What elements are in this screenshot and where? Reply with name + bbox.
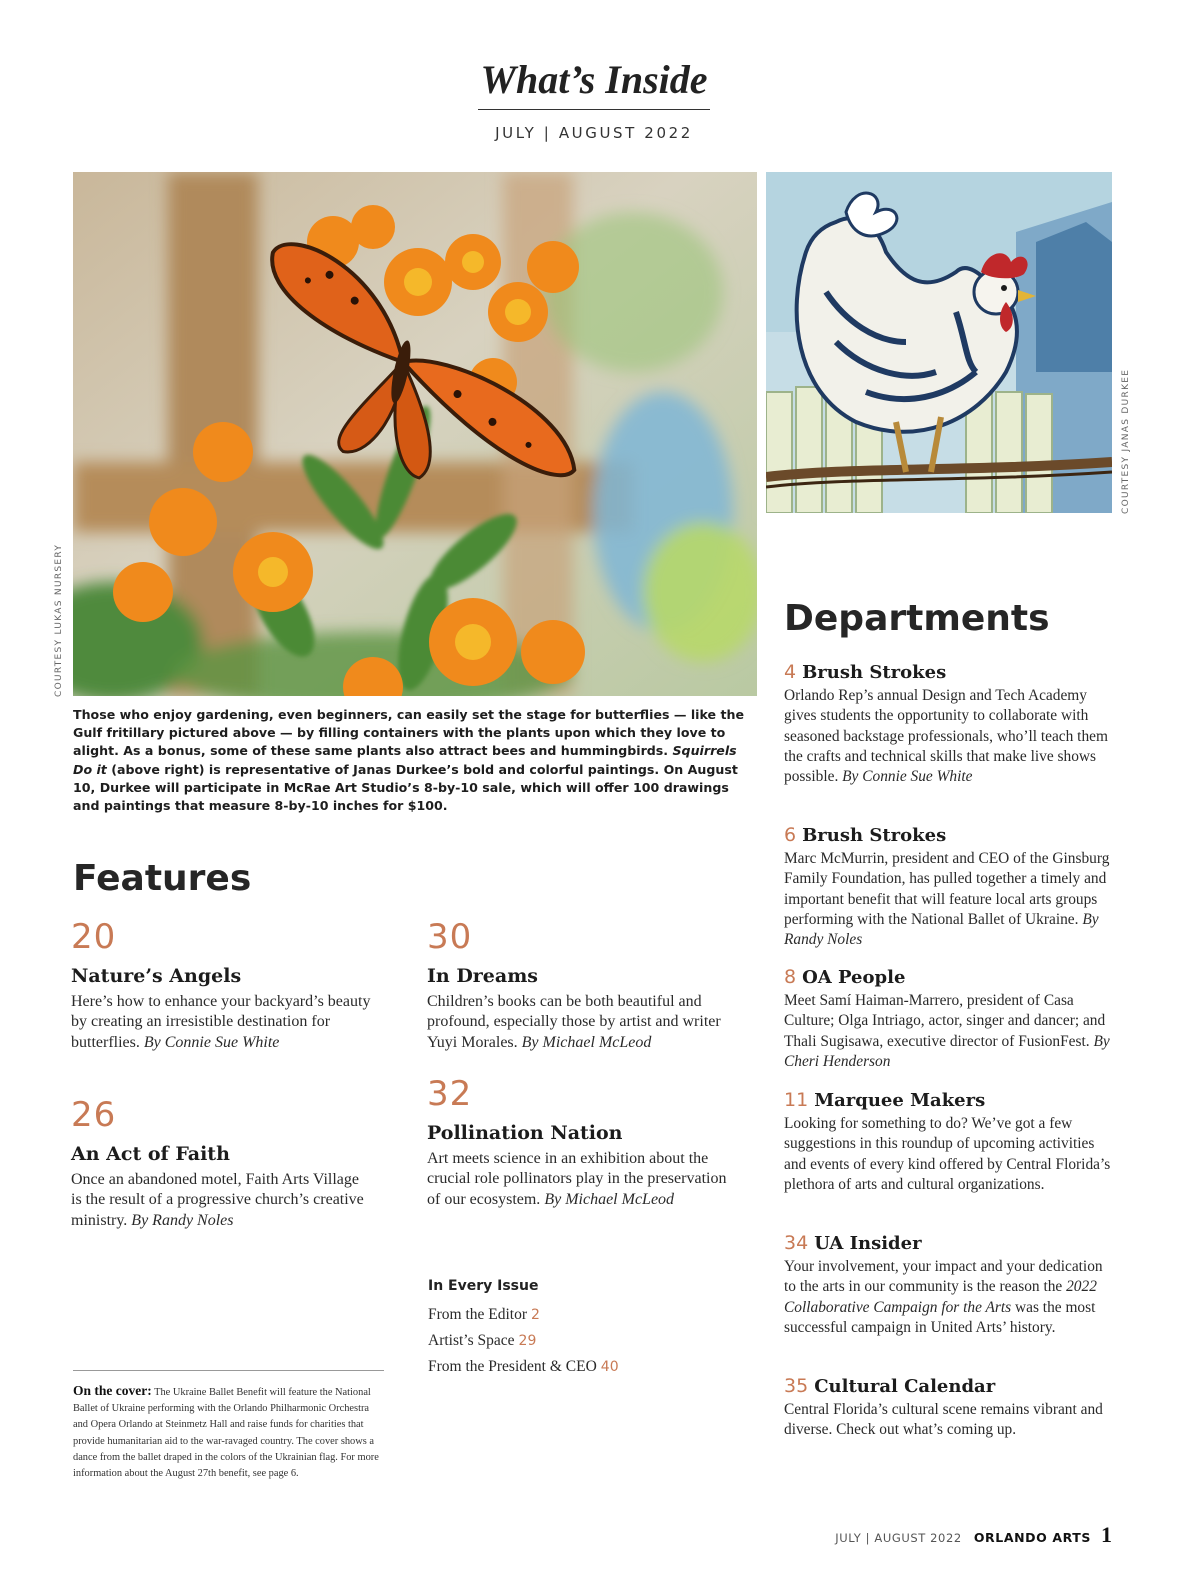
footer-magazine-name: ORLANDO ARTS <box>973 1530 1091 1545</box>
feature-item[interactable] <box>71 1096 371 1231</box>
footer-issue: JULY | AUGUST 2022 <box>835 1531 962 1545</box>
department-description: Looking for something to do? We’ve got a few suggestions in this roundup of upcoming activities and events of every kind offered by Central Florida’s plethora of arts and cultural organizations. <box>784 1115 1111 1193</box>
feature-page-number: 26 <box>71 1095 117 1135</box>
department-item[interactable] <box>784 965 1114 1072</box>
department-page-number: 11 <box>784 1089 809 1111</box>
feature-item[interactable] <box>71 918 371 1053</box>
issue-link-editor[interactable]: From the Editor 2 <box>428 1306 540 1323</box>
issue-date: JULY | AUGUST 2022 <box>495 124 693 142</box>
feature-byline: By Michael McLeod <box>544 1190 675 1208</box>
page-number: 2 <box>531 1307 540 1323</box>
department-description: Your involvement, your impact and your dedication to the arts in our community is the reason the 2022 Collaborative Campaign for the Arts was the most successful campaign in United Arts’ history. <box>784 1258 1103 1336</box>
department-description: Central Florida’s cultural scene remains vibrant and diverse. Check out what’s coming up. <box>784 1401 1103 1439</box>
feature-description: Children’s books can be both beautiful and profound, especially those by artist and writer Yuyi Morales. By Michael McLeod <box>427 993 721 1051</box>
butterfly-photo <box>73 172 757 696</box>
photo-credit-butterfly: COURTESY LUKAS NURSERY <box>54 543 64 697</box>
feature-description: Here’s how to enhance your backyard’s beauty by creating an irresistible destination for butterflies. By Connie Sue White <box>71 993 371 1051</box>
feature-page-number: 30 <box>427 917 473 957</box>
department-page-number: 6 <box>784 824 797 846</box>
department-page-number: 34 <box>784 1232 809 1254</box>
department-item[interactable] <box>784 660 1114 787</box>
in-every-issue-heading: In Every Issue <box>428 1278 539 1294</box>
department-title: Brush Strokes <box>802 662 947 683</box>
department-description: Marc McMurrin, president and CEO of the Ginsburg Family Foundation, has pulled together a timely and important benefit that will feature local arts groups performing with the National Ballet of Ukraine. By Randy Noles <box>784 850 1110 949</box>
page-number: 29 <box>518 1333 537 1349</box>
department-description: Meet Samí Haiman-Marrero, president of Casa Culture; Olga Intriago, actor, singer and dancer; and Thali Sugisawa, executive director of FusionFest. By Cheri Henderson <box>784 992 1110 1070</box>
department-page-number: 4 <box>784 661 797 683</box>
department-title: OA People <box>802 967 906 988</box>
feature-title: In Dreams <box>427 965 539 987</box>
photo-caption: Those who enjoy gardening, even beginners, can easily set the stage for butterflies — like the Gulf fritillary pictured above — by filling containers with the plants upon which they love to alight. As a bonus, some of these same plants also attract bees and hummingbirds. Squirrels Do it (above right) is representative of Janas Durkee’s bold and colorful paintings. On August 10, Durkee will participate in McRae Art Studio’s 8-by-10 sale, which will offer 100 drawings and paintings that measure 8-by-10 inches for $100. <box>73 707 744 814</box>
department-byline: By Cheri Henderson <box>784 1032 1110 1070</box>
cover-note-label: On the cover: <box>73 1383 152 1398</box>
department-byline: By Randy Noles <box>784 910 1099 949</box>
feature-description: Once an abandoned motel, Faith Arts Village is the result of a progressive church’s creative ministry. By Randy Noles <box>71 1171 364 1229</box>
department-description: Orlando Rep’s annual Design and Tech Academy gives students the opportunity to collaborate with seasoned backstage professionals, who’ll teach them the crafts and technical skills that make live shows possible. By Connie Sue White <box>784 687 1108 786</box>
footer-page-number: 1 <box>1101 1522 1112 1547</box>
departments-heading: Departments <box>784 598 1050 639</box>
feature-byline: By Michael McLeod <box>521 1033 652 1051</box>
feature-title: Pollination Nation <box>427 1122 623 1144</box>
rooster-painting <box>766 172 1112 513</box>
department-title: UA Insider <box>814 1233 922 1254</box>
feature-title: An Act of Faith <box>71 1143 230 1165</box>
page-title: What’s Inside <box>0 56 1188 110</box>
feature-byline: By Randy Noles <box>131 1211 234 1229</box>
features-heading: Features <box>73 858 252 899</box>
department-title: Cultural Calendar <box>814 1376 996 1397</box>
department-title: Brush Strokes <box>802 825 947 846</box>
divider <box>73 1370 384 1371</box>
department-title: Marquee Makers <box>814 1090 986 1111</box>
feature-page-number: 32 <box>427 1074 473 1114</box>
department-byline: By Connie Sue White <box>842 768 973 786</box>
photo-credit-rooster: COURTESY JANAS DURKEE <box>1121 368 1131 514</box>
feature-item[interactable] <box>427 918 727 1053</box>
issue-link-president[interactable]: From the President & CEO 40 <box>428 1358 619 1375</box>
feature-title: Nature’s Angels <box>71 965 242 987</box>
department-page-number: 35 <box>784 1375 809 1397</box>
department-page-number: 8 <box>784 966 797 988</box>
feature-description: Art meets science in an exhibition about the crucial role pollinators play in the preservation of our ecosystem. By Michael McLeod <box>427 1150 727 1208</box>
cover-note: On the cover: The Ukraine Ballet Benefit will feature the National Ballet of Ukraine performing with the Orlando Philharmonic Orchestra and Opera Orlando at Steinmetz Hall and raise funds for charities that provide humanitarian aid to the war-ravaged country. The cover shows a dance from the ballet draped in the colors of the Ukrainian flag. For more information about the August 27th benefit, see page 6. <box>73 1383 379 1480</box>
issue-link-artists-space[interactable]: Artist’s Space 29 <box>428 1332 537 1349</box>
department-item[interactable] <box>784 1374 1114 1441</box>
feature-item[interactable] <box>427 1075 727 1210</box>
in-every-issue <box>428 1278 728 1380</box>
feature-page-number: 20 <box>71 917 117 957</box>
department-item[interactable] <box>784 1231 1114 1338</box>
feature-byline: By Connie Sue White <box>143 1033 280 1051</box>
page-number: 40 <box>600 1359 619 1375</box>
department-item[interactable] <box>784 1088 1114 1195</box>
page-footer <box>835 1522 1112 1548</box>
department-item[interactable] <box>784 823 1114 950</box>
